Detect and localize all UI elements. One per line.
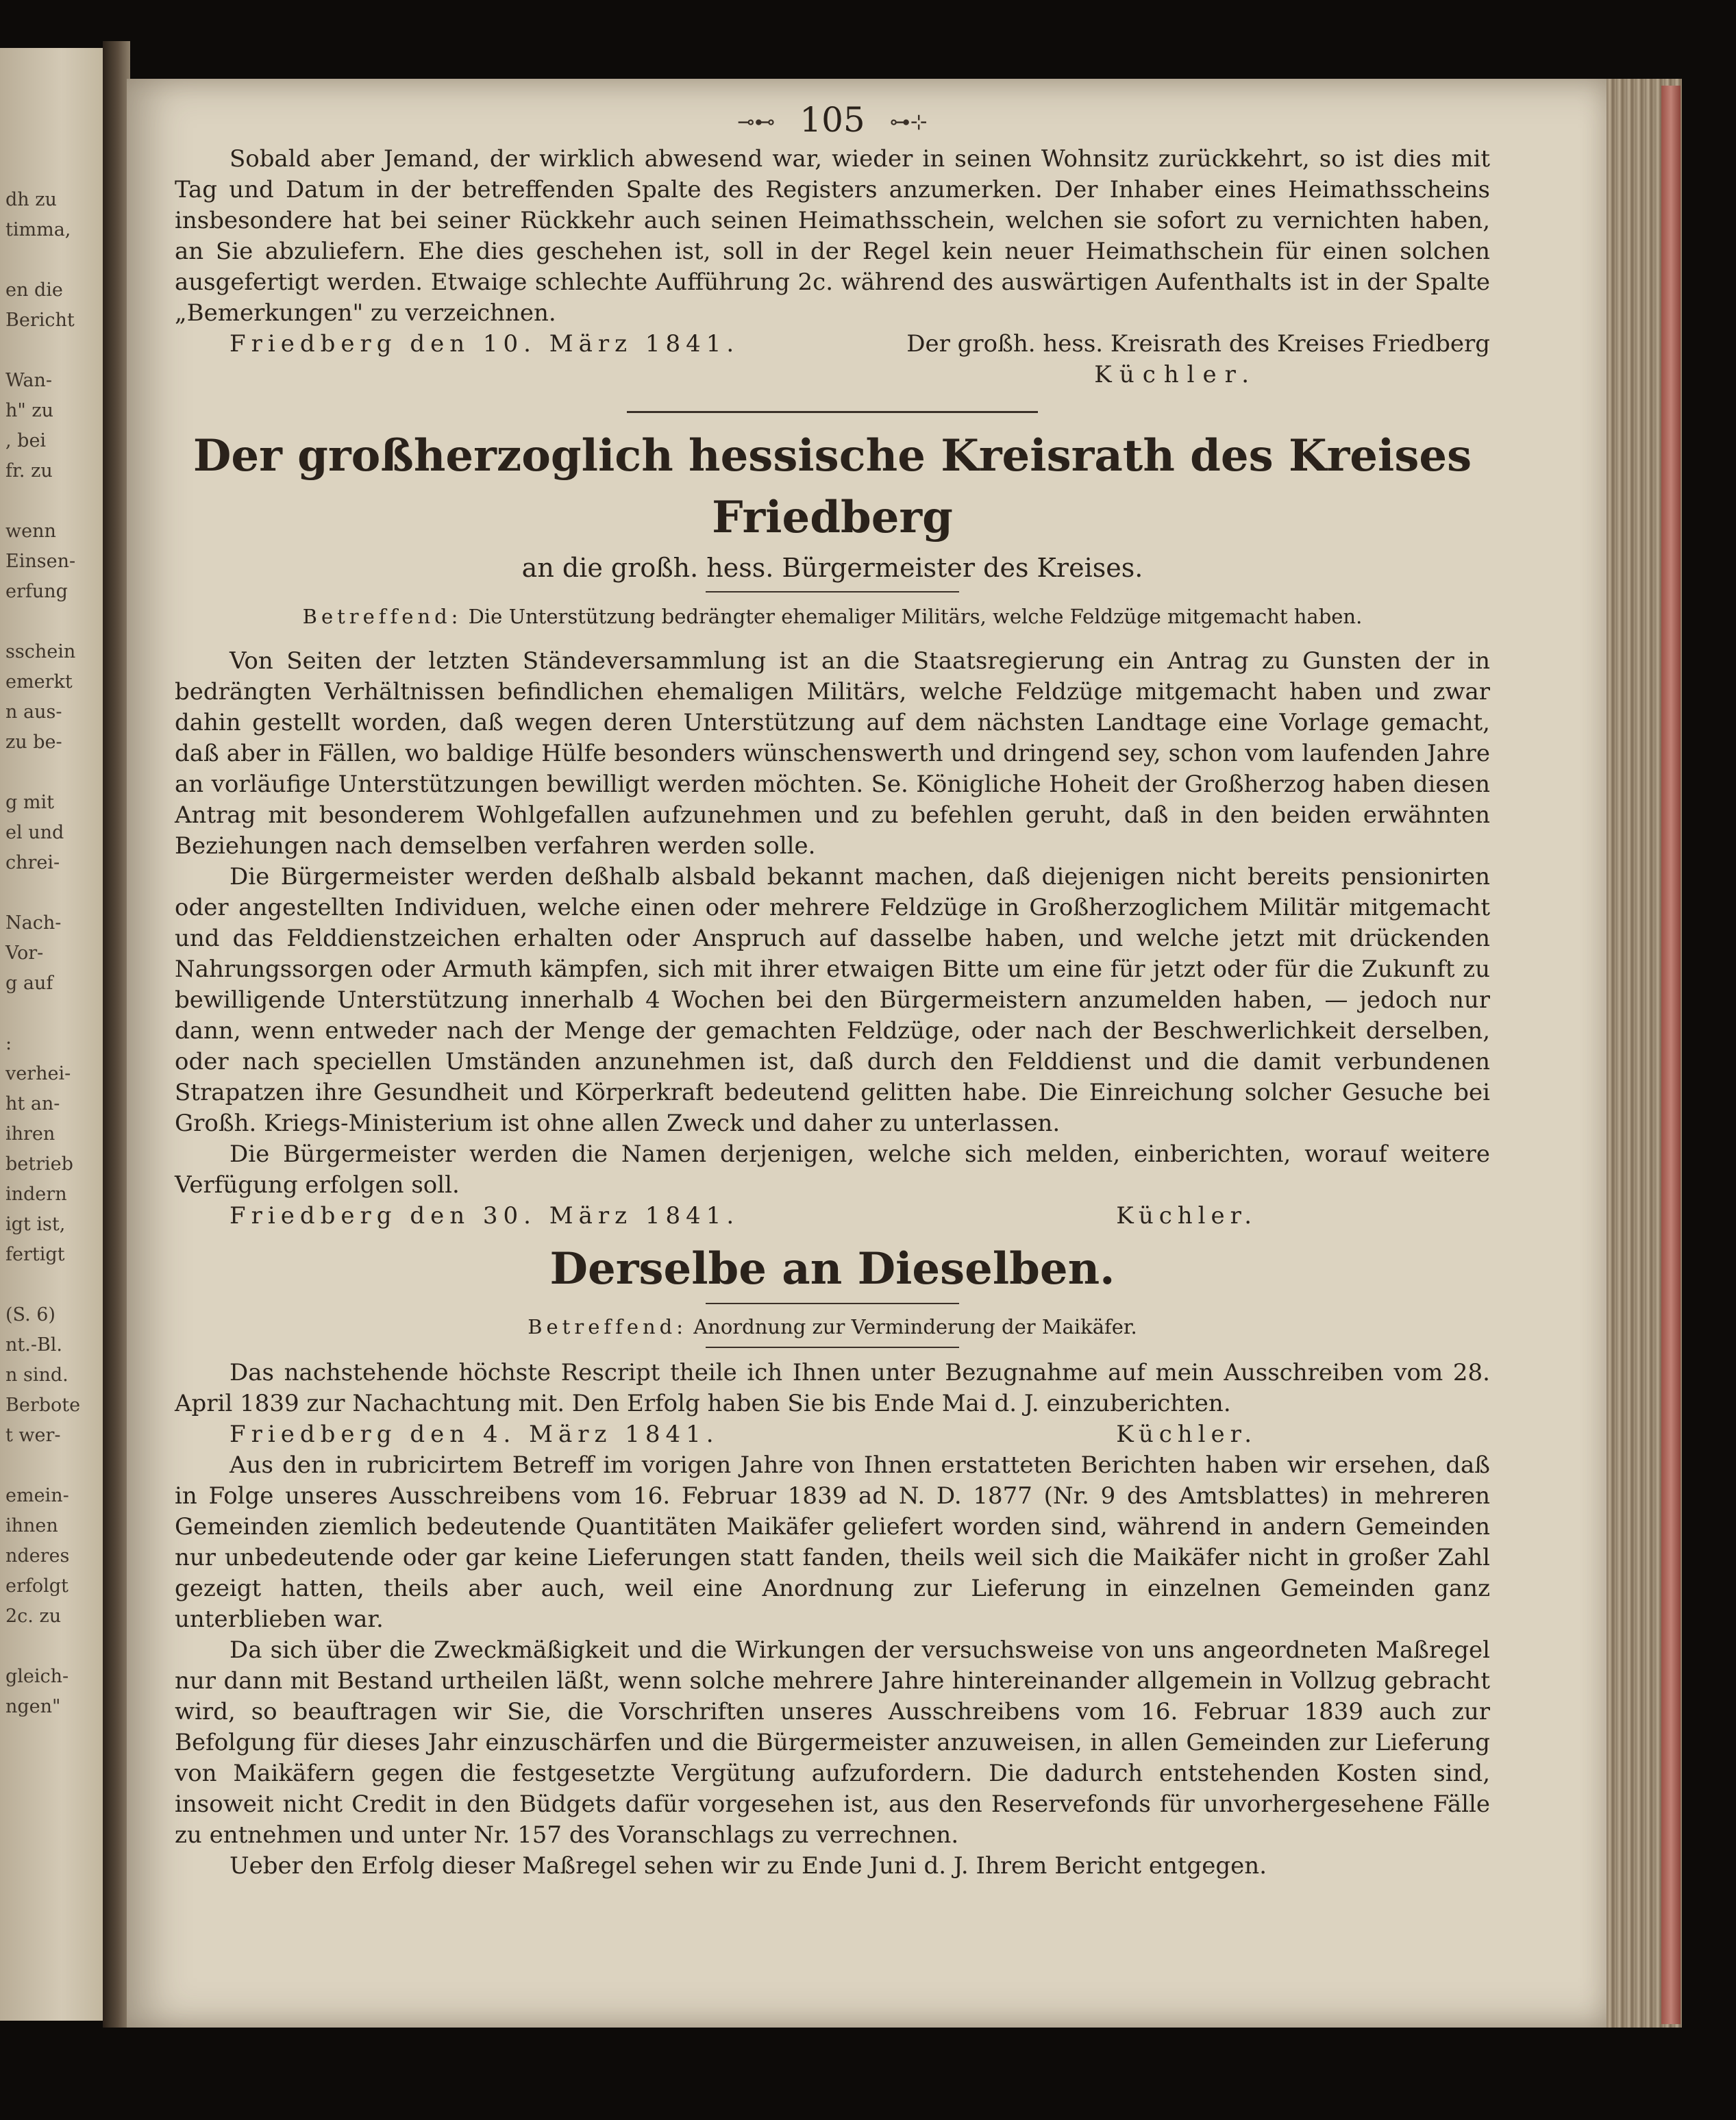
left-fragment: Nach- [5, 912, 62, 934]
section3-intro: Das nachstehende höchste Rescript theile ich Ihnen unter Bezugnahme auf mein Ausschreiben vom 28. April 1839 zur Nachachtung mit. Den Erfolg haben Sie bis Ende Mai d. J. einzuberichten. [175, 1359, 1490, 1417]
section2-subject [175, 599, 1490, 634]
left-fragment: fr. zu [5, 460, 53, 482]
left-fragment: verhei- [5, 1063, 71, 1084]
left-fragment: Berbote [5, 1395, 81, 1416]
left-fragment [0, 607, 65, 637]
left-fragment: nt.-Bl. [5, 1334, 63, 1356]
left-fragment [0, 336, 65, 366]
section3-paragraph: Ueber den Erfolg dieser Maßregel sehen wir zu Ende Juni d. J. Ihrem Bericht entgegen. [230, 1852, 1267, 1880]
left-fragment: nderes [5, 1545, 70, 1567]
section2-paragraph: Die Bürgermeister werden deßhalb alsbald bekannt machen, daß diejenigen nicht bereits pensionirten oder angestellten Individuen, welche einen oder mehrere Feldzüge in Großherzoglichem Militär mitgemacht und das Felddienstzeichen erhalten oder Anspruch auf dasselbe haben, und welche jetzt mit drückenden Nahrungssorgen oder Armuth kämpfen, sich mit ihrer etwaigen Bitte um eine für jetzt oder für die Zukunft zu bewilligende Unterstützung innerhalb 4 Wochen bei den Bürgermeistern anzumelden haben, — jedoch nur dann, wenn entweder nach der Menge der gemachten Feldzüge, oder nach der Beschwerlichkeit derselben, oder nach speciellen Umständen anzunehmen ist, daß durch den Felddienst und die damit verbundenen Strapatzen ihre Gesundheit und Körperkraft bedeutend gelitten habe. Die Einreichung solcher Gesuche bei Großh. Kriegs-Ministerium ist ohne allen Zweck und daher zu unterlassen. [175, 863, 1490, 1137]
left-fragment: en die [5, 279, 63, 301]
left-fragment [0, 878, 65, 908]
section3-signature: Küchler. [1116, 1421, 1257, 1448]
left-fragment: n sind. [5, 1364, 69, 1386]
left-fragment: g mit [5, 792, 54, 813]
left-fragment [0, 999, 65, 1029]
left-fragment: sschein [5, 641, 76, 662]
section2-signature: Küchler. [1116, 1202, 1257, 1230]
ornament-left-icon: ⊸⊷ [737, 110, 776, 134]
left-fragment: timma, [5, 219, 71, 240]
left-fragment [0, 1451, 65, 1481]
left-fragment: erfung [5, 581, 68, 602]
page-number: 105 [799, 100, 865, 140]
section1-place-date: Friedberg den 10. März 1841. [230, 330, 740, 358]
subject-text: Anordnung zur Verminderung der Maikäfer. [693, 1315, 1137, 1338]
left-fragment: ihren [5, 1123, 55, 1145]
left-fragment: h" zu [5, 400, 54, 421]
section2-subheading: an die großh. hess. Bürgermeister des Kreises. [521, 553, 1143, 583]
section3-heading: Derselbe an Dieselben. [549, 1243, 1115, 1295]
heading-underline [706, 591, 959, 593]
section2-heading: Der großherzoglich hessische Kreisrath des Kreises Friedberg [193, 430, 1472, 543]
red-page-edge [1661, 86, 1681, 2024]
left-page-text-fragments [0, 185, 81, 1722]
left-fragment: Vor- [5, 943, 44, 964]
section3-dateline [175, 1419, 1490, 1450]
section1-paragraph: Sobald aber Jemand, der wirklich abwesend war, wieder in seinen Wohnsitz zurückkehrt, so ist dies mit Tag und Datum in der betreffenden Spalte des Registers anzumerken. Der Inhaber eines Heimathsscheins insbesondere hat bei seiner Rückkehr auch seinen Heimathsschein, welchen sie sofort zu vernichten haben, an Sie abzuliefern. Ehe dies geschehen ist, soll in der Regel kein neuer Heimathschein für einen solchen ausgefertigt werden. Etwaige schlechte Aufführung 2c. während des auswärtigen Aufenthalts ist in der Spalte „Bemerkungen" zu verzeichnen. [175, 145, 1490, 327]
section1-authority: Der großh. hess. Kreisrath des Kreises Friedberg [906, 330, 1490, 358]
subject-label: Betreffend: [528, 1315, 687, 1338]
left-fragment [0, 486, 65, 516]
left-fragment: Bericht [5, 310, 75, 331]
page-content [175, 96, 1490, 1882]
left-fragment: indern [5, 1184, 67, 1205]
section3-paragraph: Aus den in rubricirtem Betreff im vorigen Jahre von Ihnen erstatteten Berichten haben wir ersehen, daß in Folge unseres Ausschreibens vom 16. Februar 1839 ad N. D. 1877 (Nr. 9 des Amtsblattes) in mehreren Gemeinden ziemlich bedeutende Quantitäten Maikäfer geliefert worden sind, während in andern Gemeinden nur unbedeutende oder gar keine Lieferungen statt fanden, theils weil sich die Maikäfer nicht in großer Zahl gezeigt hatten, theils aber auch, weil eine Anordnung zur Lieferung in einzelnen Gemeinden ganz unterblieben war. [175, 1451, 1490, 1633]
section3-place-date: Friedberg den 4. März 1841. [230, 1421, 719, 1448]
left-fragment: Einsen- [5, 551, 76, 572]
left-fragment: g auf [5, 973, 53, 994]
left-fragment: t wer- [5, 1425, 61, 1446]
left-fragment: ht an- [5, 1093, 60, 1114]
left-fragment [0, 1632, 65, 1662]
section2-dateline [175, 1201, 1490, 1232]
section2-paragraph: Die Bürgermeister werden die Namen derjenigen, welche sich melden, einberichten, worauf weitere Verfügung erfolgen soll. [175, 1140, 1490, 1199]
section3-paragraph: Da sich über die Zweckmäßigkeit und die Wirkungen der versuchsweise von uns angeordneten Maßregel nur dann mit Bestand urtheilen läßt, wenn solche mehrere Jahre hintereinander allgemein in Vollzug gebracht wird, so beauftragen wir Sie, die Vorschriften unseres Ausschreibens vom 16. Februar 1839 auch zur Befolgung für dieses Jahr einzuschärfen und die Bürgermeister anzuweisen, in allen Gemeinden zur Lieferung von Maikäfern gegen die festgesetzte Vergütung aufzufordern. Die dadurch entstehenden Kosten sind, insoweit nicht Credit in den Büdgets dafür vorgesehen ist, aus den Reservefonds für unvorhergesehene Fälle zu entnehmen und unter Nr. 157 des Voranschlags zu verrechnen. [175, 1636, 1490, 1849]
section1-dateline [175, 329, 1490, 360]
left-fragment: : [5, 1033, 12, 1054]
section1-signature: Küchler. [1094, 361, 1257, 388]
left-fragment: (S. 6) [5, 1304, 55, 1325]
book-gutter [103, 41, 130, 2028]
left-fragment: chrei- [5, 852, 60, 873]
left-fragment: n aus- [5, 701, 62, 723]
left-fragment: 2c. zu [5, 1606, 62, 1627]
section2-paragraph: Von Seiten der letzten Ständeversammlung ist an die Staatsregierung ein Antrag zu Gunsten der in bedrängten Verhältnissen befindlichen ehemaligen Militärs, welche Feldzüge mitgemacht haben und zwar dahin gestellt worden, daß wegen deren Unterstützung auf dem nächsten Landtage eine Vorlage gemacht, daß aber in Fällen, wo baldige Hülfe besonders wünschenswerth und dringend sey, schon vom laufenden Jahre an vorläufige Unterstützungen bewilligt werden möchten. Se. Königliche Hoheit der Großherzog haben diesen Antrag mit besonderem Wohlgefallen aufzunehmen und zu befehlen geruht, daß in den beiden erwähnten Beziehungen nach demselben verfahren werden solle. [175, 647, 1490, 860]
ornament-right-icon: ⊶⊹ [889, 110, 928, 134]
subject-label: Betreffend: [302, 605, 462, 628]
left-fragment: ihnen [5, 1515, 58, 1536]
left-fragment: wenn [5, 521, 56, 542]
page-number-header [175, 96, 1490, 144]
left-fragment [0, 1270, 65, 1300]
left-fragment: el und [5, 822, 64, 843]
left-fragment: betrieb [5, 1153, 73, 1175]
left-fragment [0, 758, 65, 788]
left-fragment: ngen" [5, 1696, 61, 1717]
left-page-edge [0, 48, 103, 2021]
heading-underline [706, 1303, 959, 1304]
left-fragment: igt ist, [5, 1214, 66, 1235]
left-fragment: zu be- [5, 732, 62, 753]
section3-subject [175, 1310, 1490, 1344]
subject-text: Die Unterstützung bedrängter ehemaliger Militärs, welche Feldzüge mitgemacht haben. [468, 605, 1363, 628]
left-fragment [0, 245, 65, 275]
left-fragment: gleich- [5, 1666, 69, 1687]
section2-place-date: Friedberg den 30. März 1841. [230, 1202, 740, 1230]
left-fragment: dh zu [5, 189, 57, 210]
left-fragment: , bei [5, 430, 47, 451]
left-fragment: erfolgt [5, 1575, 69, 1597]
left-fragment: emein- [5, 1485, 69, 1506]
left-fragment: Wan- [5, 370, 53, 391]
left-fragment: fertigt [5, 1244, 65, 1265]
left-fragment: emerkt [5, 671, 73, 693]
section-divider [627, 411, 1038, 413]
